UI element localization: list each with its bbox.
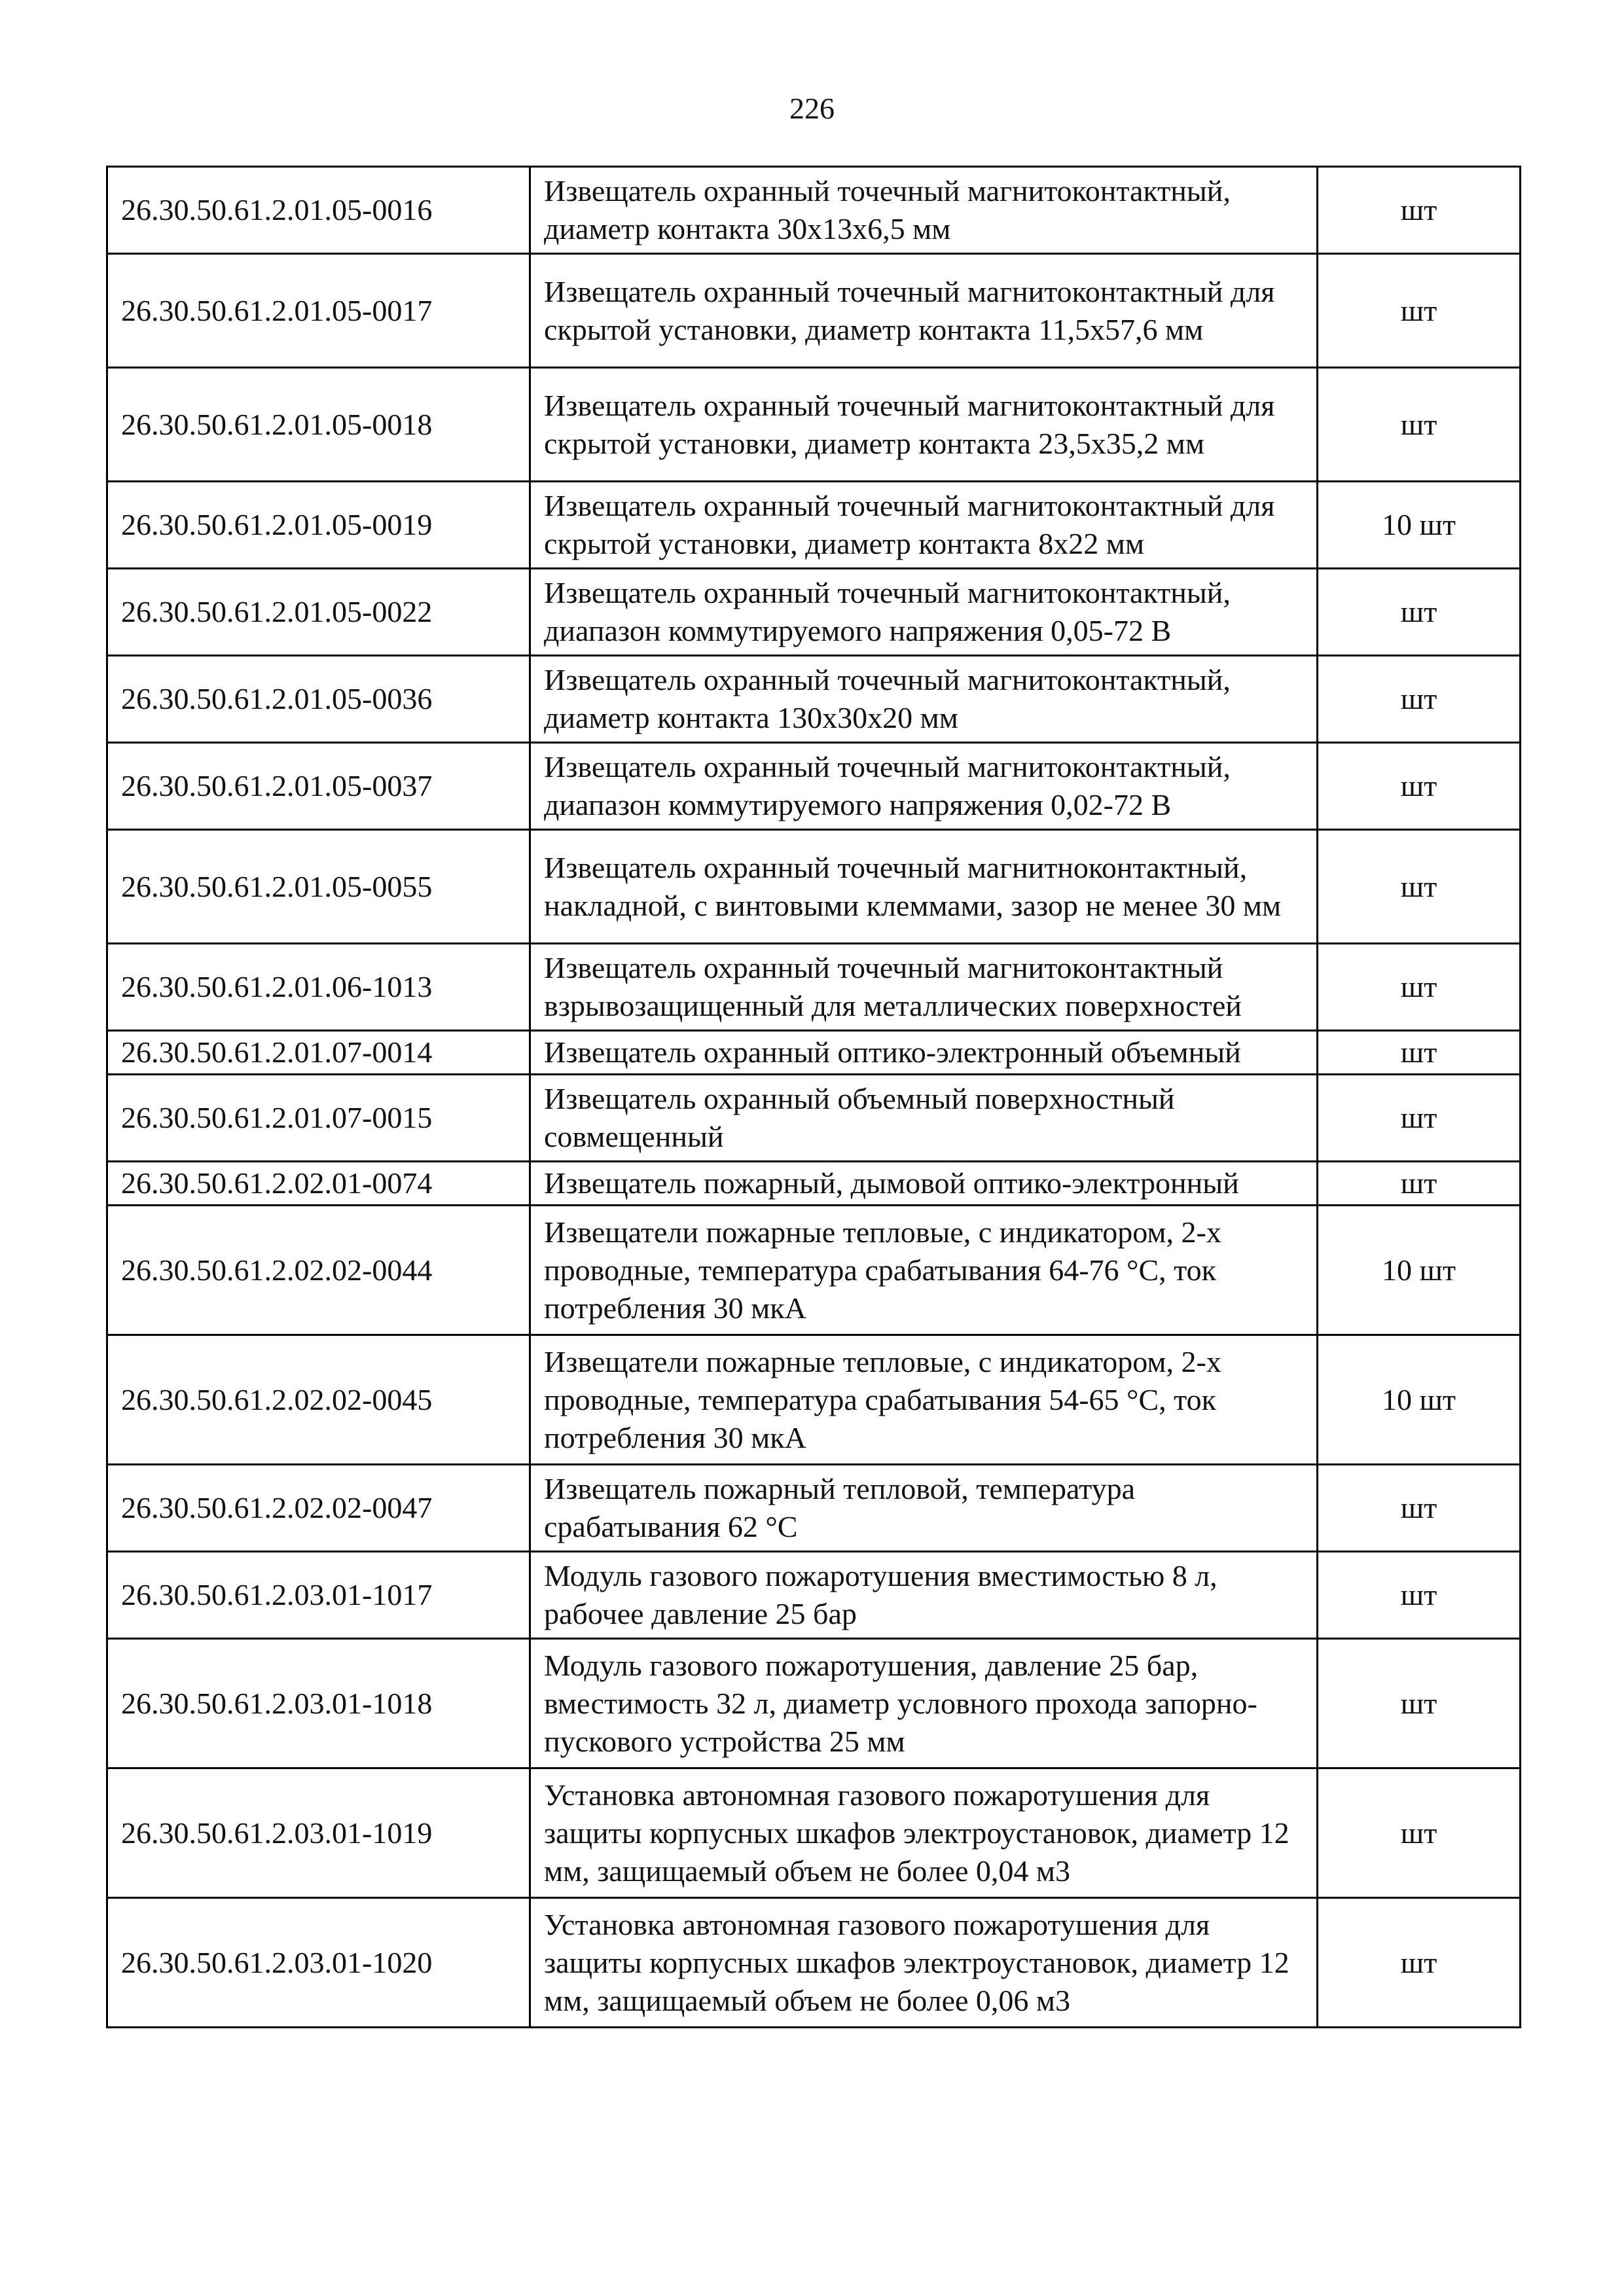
resource-code: 26.30.50.61.2.01.07-0015 xyxy=(107,1075,530,1162)
resource-name: Извещатель охранный точечный магнитоконтактный взрывозащищенный для металлических поверхностей xyxy=(530,944,1318,1031)
resource-name: Извещатели пожарные тепловые, с индикатором, 2-х проводные, температура срабатывания 64-76 °С, ток потребления 30 мкА xyxy=(530,1206,1318,1335)
resource-code: 26.30.50.61.2.02.01-0074 xyxy=(107,1162,530,1206)
resource-name: Извещатель охранный объемный поверхностный совмещенный xyxy=(530,1075,1318,1162)
resource-name: Извещатель охранный точечный магнитноконтактный, накладной, с винтовыми клеммами, зазор не менее 30 мм xyxy=(530,830,1318,944)
unit-of-measure: шт xyxy=(1318,368,1521,482)
unit-of-measure: шт xyxy=(1318,743,1521,830)
table-row xyxy=(107,1075,1521,1162)
resource-code: 26.30.50.61.2.01.05-0037 xyxy=(107,743,530,830)
unit-of-measure: шт xyxy=(1318,830,1521,944)
resource-name: Извещатель охранный точечный магнитоконтактный для скрытой установки, диаметр контакта 8x22 мм xyxy=(530,482,1318,569)
table-row xyxy=(107,1639,1521,1768)
resource-code: 26.30.50.61.2.02.02-0044 xyxy=(107,1206,530,1335)
resource-code: 26.30.50.61.2.02.02-0047 xyxy=(107,1465,530,1552)
resource-code: 26.30.50.61.2.02.02-0045 xyxy=(107,1335,530,1465)
page-number: 226 xyxy=(789,92,835,125)
table-row xyxy=(107,743,1521,830)
table-row xyxy=(107,254,1521,368)
resource-code: 26.30.50.61.2.01.05-0036 xyxy=(107,656,530,743)
table-row xyxy=(107,1335,1521,1465)
unit-of-measure: 10 шт xyxy=(1318,482,1521,569)
unit-of-measure: шт xyxy=(1318,1768,1521,1898)
table-row xyxy=(107,1031,1521,1075)
table-row xyxy=(107,1206,1521,1335)
unit-of-measure: шт xyxy=(1318,1898,1521,2028)
unit-of-measure: шт xyxy=(1318,1162,1521,1206)
table-row xyxy=(107,1162,1521,1206)
table-row xyxy=(107,167,1521,254)
resource-code: 26.30.50.61.2.01.05-0018 xyxy=(107,368,530,482)
unit-of-measure: 10 шт xyxy=(1318,1335,1521,1465)
resource-code: 26.30.50.61.2.03.01-1018 xyxy=(107,1639,530,1768)
resource-code: 26.30.50.61.2.01.05-0055 xyxy=(107,830,530,944)
resource-name: Извещатель пожарный тепловой, температура срабатывания 62 °С xyxy=(530,1465,1318,1552)
unit-of-measure: шт xyxy=(1318,569,1521,656)
table-row xyxy=(107,1552,1521,1639)
unit-of-measure: шт xyxy=(1318,1639,1521,1768)
resource-name: Извещатель охранный точечный магнитоконтактный для скрытой установки, диаметр контакта 11,5x57,6 мм xyxy=(530,254,1318,368)
resource-name: Установка автономная газового пожаротушения для защиты корпусных шкафов электроустановок, диаметр 12 мм, защищаемый объем не более 0,06 м3 xyxy=(530,1898,1318,2028)
table-row xyxy=(107,656,1521,743)
resource-name: Извещатели пожарные тепловые, с индикатором, 2-х проводные, температура срабатывания 54-65 °С, ток потребления 30 мкА xyxy=(530,1335,1318,1465)
table-row xyxy=(107,944,1521,1031)
resource-code: 26.30.50.61.2.01.05-0022 xyxy=(107,569,530,656)
resource-code: 26.30.50.61.2.03.01-1017 xyxy=(107,1552,530,1639)
resource-code: 26.30.50.61.2.03.01-1020 xyxy=(107,1898,530,2028)
resource-code: 26.30.50.61.2.01.07-0014 xyxy=(107,1031,530,1075)
resource-name: Модуль газового пожаротушения, давление 25 бар, вместимость 32 л, диаметр условного прохода запорно-пускового устройства 25 мм xyxy=(530,1639,1318,1768)
unit-of-measure: шт xyxy=(1318,167,1521,254)
table-row xyxy=(107,368,1521,482)
table-row xyxy=(107,569,1521,656)
resource-name: Извещатель охранный точечный магнитоконтактный, диапазон коммутируемого напряжения 0,02-72 В xyxy=(530,743,1318,830)
resource-name: Извещатель охранный точечный магнитоконтактный для скрытой установки, диаметр контакта 23,5x35,2 мм xyxy=(530,368,1318,482)
table-row xyxy=(107,830,1521,944)
table-row xyxy=(107,1768,1521,1898)
resource-code: 26.30.50.61.2.03.01-1019 xyxy=(107,1768,530,1898)
catalog-table xyxy=(106,166,1521,2028)
resource-name: Извещатель охранный точечный магнитоконтактный, диаметр контакта 30x13x6,5 мм xyxy=(530,167,1318,254)
resource-code: 26.30.50.61.2.01.06-1013 xyxy=(107,944,530,1031)
resource-code: 26.30.50.61.2.01.05-0017 xyxy=(107,254,530,368)
table-row xyxy=(107,1898,1521,2028)
resource-code: 26.30.50.61.2.01.05-0016 xyxy=(107,167,530,254)
table-row xyxy=(107,482,1521,569)
unit-of-measure: шт xyxy=(1318,1075,1521,1162)
resource-name: Извещатель охранный точечный магнитоконтактный, диаметр контакта 130x30x20 мм xyxy=(530,656,1318,743)
resource-name: Извещатель охранный оптико-электронный объемный xyxy=(530,1031,1318,1075)
resource-code: 26.30.50.61.2.01.05-0019 xyxy=(107,482,530,569)
resource-name: Извещатель пожарный, дымовой оптико-электронный xyxy=(530,1162,1318,1206)
unit-of-measure: шт xyxy=(1318,944,1521,1031)
catalog-table-body xyxy=(107,167,1521,2028)
resource-name: Модуль газового пожаротушения вместимостью 8 л, рабочее давление 25 бар xyxy=(530,1552,1318,1639)
unit-of-measure: шт xyxy=(1318,254,1521,368)
unit-of-measure: 10 шт xyxy=(1318,1206,1521,1335)
unit-of-measure: шт xyxy=(1318,1465,1521,1552)
unit-of-measure: шт xyxy=(1318,1552,1521,1639)
unit-of-measure: шт xyxy=(1318,656,1521,743)
table-row xyxy=(107,1465,1521,1552)
unit-of-measure: шт xyxy=(1318,1031,1521,1075)
resource-name: Установка автономная газового пожаротушения для защиты корпусных шкафов электроустановок, диаметр 12 мм, защищаемый объем не более 0,04 м3 xyxy=(530,1768,1318,1898)
resource-name: Извещатель охранный точечный магнитоконтактный, диапазон коммутируемого напряжения 0,05-72 В xyxy=(530,569,1318,656)
